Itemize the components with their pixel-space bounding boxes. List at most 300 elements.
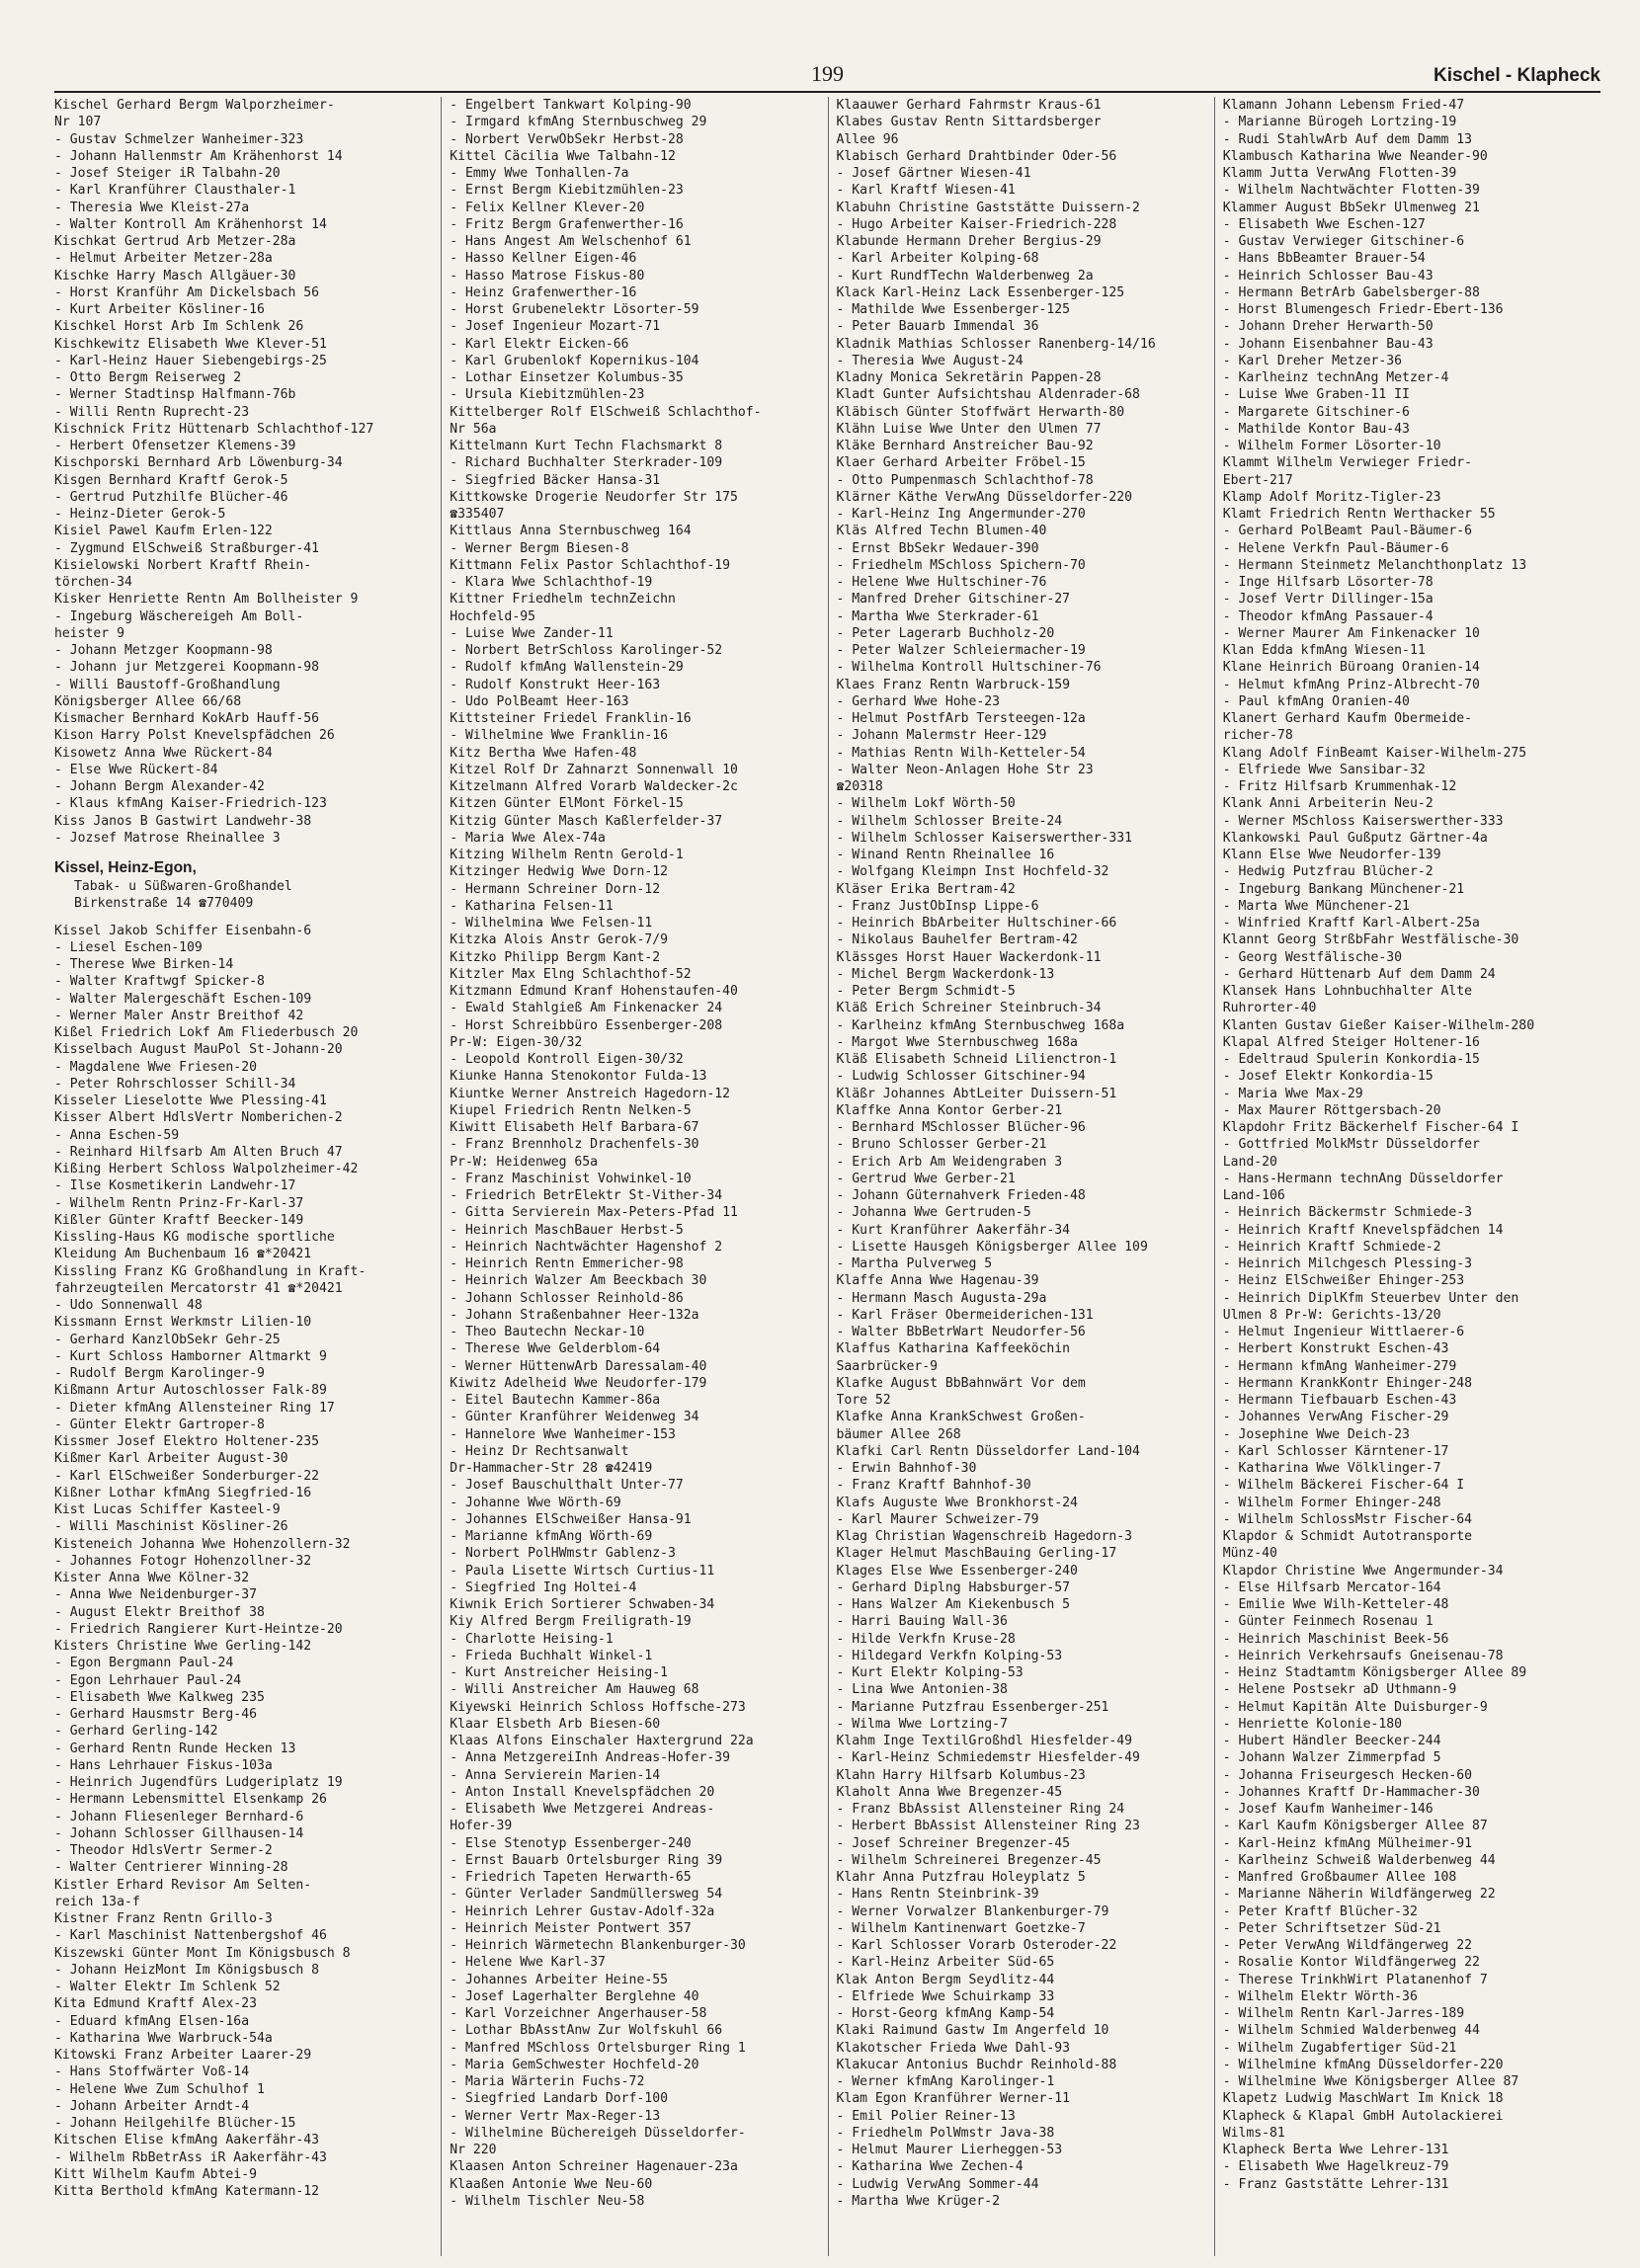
directory-entry: - Mathilde Kontor Bau-43	[1222, 421, 1410, 437]
directory-entry: - Karl Schlosser Kärntener-17	[1222, 1443, 1449, 1459]
directory-entry: - Rudolf Bergm Karolinger-9	[54, 1366, 265, 1381]
directory-entry: Nr 107	[54, 115, 102, 130]
directory-entry: - Heinrich Bäckermstr Schmiede-3	[1222, 1205, 1473, 1221]
directory-entry: - Franz Brennholz Drachenfels-30	[450, 1137, 699, 1153]
directory-entry: - Rosalie Kontor Wildfängerweg 22	[1222, 1955, 1480, 1971]
directory-entry: Kladnik Mathias Schlosser Ranenberg-14/16	[836, 336, 1156, 352]
directory-entry: Klaar Elsbeth Arb Biesen-60	[450, 1716, 661, 1732]
directory-entry: - Karl-Heinz kfmAng Mülheimer-91	[1222, 1835, 1473, 1851]
directory-entry: Kiy Alfred Bergm Freiligrath-19	[450, 1614, 692, 1630]
directory-entry: - Helmut Maurer Lierheggen-53	[836, 2143, 1063, 2157]
directory-entry: - Eduard kfmAng Elsen-16a	[54, 2013, 250, 2029]
directory-entry: - Richard Buchhalter Sterkrader-109	[450, 455, 723, 471]
directory-entry: - Gerhard KanzlObSekr Gehr-25	[54, 1332, 281, 1347]
directory-entry: - Wolfgang Kleimpn Inst Hochfeld-32	[836, 864, 1109, 880]
directory-entry: - Klaus kfmAng Kaiser-Friedrich-123	[54, 796, 327, 812]
directory-entry: - Norbert BetrSchloss Karolinger-52	[450, 643, 723, 658]
directory-entry: - Peter Bauarb Immendal 36	[836, 319, 1039, 335]
directory-entry: - Johanna Wwe Gertruden-5	[836, 1205, 1031, 1221]
directory-entry: - Helene Wwe Zum Schulhof 1	[54, 2081, 265, 2097]
directory-entry: - Karl Grubenlokf Kopernikus-104	[450, 353, 699, 368]
directory-entry: - Katharina Felsen-11	[450, 898, 614, 914]
directory-entry: - Johannes ElSchweißer Hansa-91	[450, 1511, 692, 1527]
directory-entry: - Horst Grubenelektr Lösorter-59	[450, 302, 699, 317]
directory-entry: - Gerhard PolBeamt Paul-Bäumer-6	[1222, 524, 1473, 539]
directory-entry: - Else Stenotyp Essenberger-240	[450, 1835, 692, 1851]
directory-entry: - Fritz Hilfsarb Krummenhak-12	[1222, 779, 1457, 794]
directory-entry: - Gitta Servierein Max-Peters-Pfad 11	[450, 1205, 738, 1221]
directory-entry: fahrzeugteilen Mercatorstr 41 ☎*20421	[54, 1280, 343, 1296]
directory-entry: - Ludwig Schlosser Gitschiner-94	[836, 1069, 1086, 1085]
directory-entry: - Otto Bergm Reiserweg 2	[54, 370, 242, 385]
directory-entry: - Johanna Friseurgesch Hecken-60	[1222, 1767, 1473, 1783]
directory-entry: Klaki Raimund Gastw Im Angerfeld 10	[836, 2023, 1109, 2039]
directory-entry: - Udo Sonnenwall 48	[54, 1298, 203, 1313]
directory-entry: Ebert-217	[1222, 472, 1293, 488]
directory-entry: Klamp Adolf Moritz-Tigler-23	[1222, 489, 1441, 505]
directory-entry: - Johann Straßenbahner Heer-132a	[450, 1307, 699, 1323]
directory-entry: - Katharina Wwe Zechen-4	[836, 2159, 1024, 2175]
directory-entry: - Karl-Heinz Ing Angermunder-270	[836, 507, 1086, 522]
directory-entry: Kischkewitz Elisabeth Wwe Klever-51	[54, 336, 327, 352]
advertisement-title: Kissel, Heinz-Egon,	[54, 859, 197, 876]
directory-entry: - Theresia Wwe Kleist-27a	[54, 200, 250, 215]
directory-entry: - Heinrich Milchgesch Plessing-3	[1222, 1256, 1473, 1271]
directory-entry: - Karl Kaufm Königsberger Allee 87	[1222, 1819, 1488, 1834]
directory-entry: - Wilhelm SchlossMstr Fischer-64	[1222, 1511, 1473, 1527]
directory-entry: - Karl Maschinist Nattenbergshof 46	[54, 1928, 327, 1944]
directory-entry: Klanten Gustav Gießer Kaiser-Wilhelm-280	[1222, 1017, 1535, 1033]
directory-entry: - Martha Wwe Sterkrader-61	[836, 608, 1039, 624]
directory-entry: Kittner Friedhelm technZeichn	[450, 592, 676, 608]
directory-entry: - Werner HüttenwArb Daressalam-40	[450, 1358, 707, 1374]
directory-entry: - Theodor HdlsVertr Sermer-2	[54, 1843, 273, 1858]
directory-entry: - Heinz Dr Rechtsanwalt	[450, 1443, 629, 1459]
directory-entry: - Kurt RundfTechn Walderbenweg 2a	[836, 268, 1094, 284]
directory-entry: - Winand Rentn Rheinallee 16	[836, 848, 1055, 862]
directory-entry: - Werner Maurer Am Finkenacker 10	[1222, 625, 1480, 641]
directory-entry: - Wilhelmine Wwe Königsberger Allee 87	[1222, 2074, 1519, 2089]
directory-entry: - Gustav Schmelzer Wanheimer-323	[54, 131, 304, 147]
directory-entry: Kissling Franz KG Großhandlung in Kraft-	[54, 1263, 367, 1279]
directory-entry: - Walter Elektr Im Schlenk 52	[54, 1980, 281, 1994]
page-header	[54, 61, 1600, 95]
directory-entry: - Elisabeth Wwe Metzgerei Andreas-	[450, 1802, 715, 1817]
directory-entry: - Wilhelmine kfmAng Düsseldorfer-220	[1222, 2057, 1504, 2072]
directory-entry: Kitta Berthold kfmAng Katermann-12	[54, 2184, 320, 2199]
directory-entry: - Helmut Kapitän Alte Duisburger-9	[1222, 1699, 1488, 1715]
directory-entry: Klang Adolf FinBeamt Kaiser-Wilhelm-275	[1222, 745, 1527, 761]
directory-entry: törchen-34	[54, 575, 132, 590]
directory-entry: - Peter Walzer Schleiermacher-19	[836, 643, 1086, 658]
directory-entry: - Gerhard Diplng Habsburger-57	[836, 1580, 1070, 1595]
directory-entry: - Günter Kranführer Weidenweg 34	[450, 1410, 699, 1425]
directory-entry: - Wilhelm Schmied Walderbenweg 44	[1222, 2023, 1480, 2039]
directory-entry: Kittelmann Kurt Techn Flachsmarkt 8	[450, 439, 723, 453]
directory-entry: - Peter Lagerarb Buchholz-20	[836, 625, 1055, 641]
directory-entry: - Horst Kranführ Am Dickelsbach 56	[54, 284, 320, 300]
directory-entry: Ruhrorter-40	[1222, 1001, 1317, 1016]
directory-entry: - Heinrich Kraftf Schmiede-2	[1222, 1239, 1441, 1255]
directory-entry: Kitzen Günter ElMont Förkel-15	[450, 796, 684, 812]
directory-entry: Kita Edmund Kraftf Alex-23	[54, 1996, 257, 2012]
directory-entry: Kissmann Ernst Werkmstr Lilien-10	[54, 1315, 312, 1331]
directory-entry: - Peter Rohrschlosser Schill-34	[54, 1076, 296, 1092]
directory-entry: - Josef Elektr Konkordia-15	[1222, 1069, 1434, 1085]
directory-entry: Klank Anni Arbeiterin Neu-2	[1222, 796, 1434, 812]
directory-entry: - Karlheinz kfmAng Sternbuschweg 168a	[836, 1017, 1125, 1033]
directory-entry: Klaffke Anna Kontor Gerber-21	[836, 1102, 1063, 1118]
directory-entry: Klaholt Anna Wwe Bregenzer-45	[836, 1784, 1063, 1800]
directory-entry: heister 9	[54, 625, 124, 641]
directory-entry: Kischporski Bernhard Arb Löwenburg-34	[54, 455, 343, 471]
directory-entry: - Günter Feinmech Rosenau 1	[1222, 1614, 1434, 1630]
directory-entry: - Wilhelm Schlosser Breite-24	[836, 813, 1063, 829]
directory-entry: - Marta Wwe Münchener-21	[1222, 898, 1410, 914]
directory-entry: Kittkowske Drogerie Neudorfer Str 175	[450, 489, 738, 505]
directory-entry: Kitzel Rolf Dr Zahnarzt Sonnenwall 10	[450, 762, 738, 777]
directory-entry: Kisser Albert HdlsVertr Nomberichen-2	[54, 1110, 343, 1126]
directory-entry: - Inge Hilfsarb Lösorter-78	[1222, 575, 1434, 590]
directory-entry: Klabunde Hermann Dreher Bergius-29	[836, 234, 1102, 249]
directory-entry: Kißmer Karl Arbeiter August-30	[54, 1451, 288, 1467]
directory-entry: - Wilhelm RbBetrAss iR Aakerfähr-43	[54, 2149, 327, 2165]
directory-entry: - Frieda Buchhalt Winkel-1	[450, 1648, 653, 1663]
directory-entry: - Hermann Masch Augusta-29a	[836, 1290, 1047, 1306]
directory-entry: - Helmut Ingenieur Wittlaerer-6	[1222, 1325, 1465, 1339]
directory-entry: - Gustav Verwieger Gitschiner-6	[1222, 234, 1465, 249]
directory-entry: - Winfried Kraftf Karl-Albert-25a	[1222, 916, 1480, 931]
directory-entry: - Gerhard Hausmstr Berg-46	[54, 1707, 257, 1722]
directory-entry: - Mathilde Wwe Essenberger-125	[836, 302, 1070, 317]
directory-entry: - Karlheinz technAng Metzer-4	[1222, 370, 1449, 385]
directory-entry: Land-106	[1222, 1188, 1285, 1203]
directory-entry: - Johann Bergm Alexander-42	[54, 779, 265, 794]
directory-entry: - Emmy Wwe Tonhallen-7a	[450, 166, 629, 181]
directory-entry: Kitzler Max Elng Schlachthof-52	[450, 966, 692, 982]
directory-entry: - Josef Schreiner Bregenzer-45	[836, 1835, 1070, 1851]
directory-entry: - Wilhelm Schreinerei Bregenzer-45	[836, 1852, 1102, 1868]
directory-entry: - Hermann Lebensmittel Elsenkamp 26	[54, 1792, 327, 1808]
directory-entry: - Willi Maschinist Kösliner-26	[54, 1519, 288, 1535]
directory-entry: - Werner kfmAng Karolinger-1	[836, 2074, 1055, 2089]
directory-entry: - Wilhelm Rentn Karl-Jarres-189	[1222, 2006, 1465, 2021]
directory-entry: - Helene Verkfn Paul-Bäumer-6	[1222, 540, 1449, 556]
directory-entry: Kister Anna Wwe Kölner-32	[54, 1571, 250, 1585]
directory-entry: Klaffus Katharina Kaffeeköchin	[836, 1341, 1070, 1357]
directory-entry: - Hermann Steinmetz Melanchthonplatz 13	[1222, 557, 1527, 573]
directory-entry: Pr-W: Heidenweg 65a	[450, 1154, 599, 1170]
directory-entry: - Hans Lehrhauer Fiskus-103a	[54, 1757, 273, 1773]
directory-entry: - Johann Arbeiter Arndt-4	[54, 2098, 250, 2114]
directory-entry: - Maria GemSchwester Hochfeld-20	[450, 2057, 699, 2072]
directory-entry: - Heinz ElSchweißer Ehinger-253	[1222, 1273, 1465, 1289]
directory-entry: - Josef Lagerhalter Berglehne 40	[450, 1988, 699, 2004]
directory-entry: - Werner Stadtinsp Halfmann-76b	[54, 387, 296, 403]
header-rule	[54, 91, 1600, 93]
directory-entry: - Willi Rentn Ruprecht-23	[54, 404, 250, 420]
directory-entry: - Erwin Bahnhof-30	[836, 1461, 977, 1476]
directory-entry: - Lothar Einsetzer Kolumbus-35	[450, 370, 684, 385]
directory-entry: Kiunke Hanna Stenokontor Fulda-13	[450, 1069, 707, 1085]
directory-entry: - Walter BbBetrWart Neudorfer-56	[836, 1325, 1086, 1339]
directory-entry: - Walter Centrierer Winning-28	[54, 1860, 288, 1876]
directory-entry: Kisgen Bernhard Kraftf Gerok-5	[54, 472, 288, 488]
directory-entry: - Gottfried MolkMstr Düsseldorfer	[1222, 1137, 1480, 1153]
directory-entry: Hofer-39	[450, 1819, 513, 1834]
directory-entry: - Felix Kellner Klever-20	[450, 200, 645, 215]
directory-entry: - Kurt Schloss Hamborner Altmarkt 9	[54, 1348, 327, 1364]
directory-entry: - Ewald Stahlgieß Am Finkenacker 24	[450, 1001, 723, 1016]
directory-entry: Kiszewski Günter Mont Im Königsbusch 8	[54, 1945, 351, 1961]
directory-entry: - Elisabeth Wwe Kalkweg 235	[54, 1689, 265, 1705]
directory-entry: - Margarete Gitschiner-6	[1222, 404, 1410, 420]
directory-entry: - Hilde Verkfn Kruse-28	[836, 1631, 1016, 1647]
advertisement-line: Tabak- u Süßwaren-Großhandel	[74, 879, 292, 894]
directory-entry: Klamt Friedrich Rentn Werthacker 55	[1222, 507, 1496, 522]
directory-entry: - Karl Maurer Schweizer-79	[836, 1511, 1039, 1527]
directory-entry: richer-78	[1222, 728, 1293, 744]
directory-entry: - Hans Stoffwärter Voß-14	[54, 2065, 250, 2080]
directory-entry: - Ingeburg Wäschereigeh Am Boll-	[54, 608, 304, 624]
directory-entry: - Therese TrinkhWirt Platanenhof 7	[1222, 1972, 1488, 1987]
directory-entry: Kissmer Josef Elektro Holtener-235	[54, 1434, 320, 1449]
directory-entry: Kisker Henriette Rentn Am Bollheister 9	[54, 592, 359, 608]
directory-entry: - Walter Kontroll Am Krähenhorst 14	[54, 216, 327, 232]
directory-entry: - Kurt Arbeiter Kösliner-16	[54, 302, 265, 317]
directory-entry: - Henriette Kolonie-180	[1222, 1716, 1403, 1732]
directory-entry: Klabisch Gerhard Drahtbinder Oder-56	[836, 148, 1117, 164]
directory-entry: Klapheck Berta Wwe Lehrer-131	[1222, 2143, 1449, 2157]
directory-entry: - Kurt Kranführer Aakerfähr-34	[836, 1222, 1070, 1238]
directory-entry: - Johannes VerwAng Fischer-29	[1222, 1410, 1449, 1425]
directory-entry: Klapdor Christine Wwe Angermunder-34	[1222, 1563, 1504, 1579]
directory-entry: - Ernst Bergm Kiebitzmühlen-23	[450, 183, 684, 199]
directory-entry: - Wilhelm Lokf Wörth-50	[836, 796, 1016, 812]
directory-entry: - Helene Postsekr aD Uthmann-9	[1222, 1682, 1457, 1698]
directory-entry: - Karl ElSchweißer Sonderburger-22	[54, 1468, 320, 1484]
directory-entry: - Rudolf Konstrukt Heer-163	[450, 677, 661, 692]
directory-entry: - Hermann Schreiner Dorn-12	[450, 881, 661, 897]
directory-entry: - Maria Wärterin Fuchs-72	[450, 2074, 645, 2089]
directory-entry: - Magdalene Wwe Friesen-20	[54, 1059, 257, 1075]
directory-entry: - Peter Kraftf Blücher-32	[1222, 1904, 1418, 1919]
directory-entry: - Johann Fliesenleger Bernhard-6	[54, 1809, 304, 1824]
directory-entry: - Theo Bautechn Neckar-10	[450, 1325, 645, 1339]
directory-entry: - Zygmund ElSchweiß Straßburger-41	[54, 540, 320, 556]
directory-entry: - Heinrich Walzer Am Beeckbach 30	[450, 1273, 707, 1289]
directory-entry: - Hermann Tiefbauarb Eschen-43	[1222, 1393, 1457, 1408]
directory-entry: Kitt Wilhelm Kaufm Abtei-9	[54, 2166, 257, 2182]
directory-entry: - Elisabeth Wwe Hagelkreuz-79	[1222, 2159, 1449, 2175]
directory-entry: Klag Christian Wagenschreib Hagedorn-3	[836, 1529, 1133, 1544]
directory-entry: - Luise Wwe Zander-11	[450, 625, 614, 641]
directory-entry: Klaaßen Antonie Wwe Neu-60	[450, 2176, 653, 2192]
directory-entry: - Heinrich Kraftf Knevelspfädchen 14	[1222, 1222, 1504, 1238]
directory-entry: - Hubert Händler Beecker-244	[1222, 1734, 1441, 1748]
directory-entry: - Gerhard Hüttenarb Auf dem Damm 24	[1222, 966, 1496, 982]
directory-entry: - Helene Wwe Hultschiner-76	[836, 575, 1047, 590]
directory-entry: Klane Heinrich Büroang Oranien-14	[1222, 660, 1480, 676]
directory-entry: Kittelberger Rolf ElSchweiß Schlachthof-	[450, 404, 762, 420]
directory-entry: - Mathias Rentn Wilh-Ketteler-54	[836, 745, 1086, 761]
directory-entry: - Therese Wwe Birken-14	[54, 957, 234, 972]
column-4	[1214, 97, 1600, 2256]
directory-entry: - Wilhelm Rentn Prinz-Fr-Karl-37	[54, 1195, 304, 1211]
directory-entry: Klambusch Katharina Wwe Neander-90	[1222, 148, 1488, 164]
directory-entry: - Heinrich BbArbeiter Hultschiner-66	[836, 916, 1117, 931]
directory-entry: - Wilhelma Kontroll Hultschiner-76	[836, 660, 1102, 676]
directory-entry: Klannt Georg StrßbFahr Westfälische-30	[1222, 932, 1519, 948]
directory-entry: Klapetz Ludwig MaschWart Im Knick 18	[1222, 2091, 1504, 2107]
directory-entry: - Franz BbAssist Allensteiner Ring 24	[836, 1802, 1125, 1817]
directory-entry: - Johann HeizMont Im Königsbusch 8	[54, 1962, 320, 1978]
directory-entry: Klahm Inge TextilGroßhdl Hiesfelder-49	[836, 1734, 1133, 1748]
directory-entry: Tore 52	[836, 1393, 891, 1408]
directory-entry: Klager Helmut MaschBauing Gerling-17	[836, 1546, 1117, 1562]
directory-entry: - Lina Wwe Antonien-38	[836, 1682, 1008, 1698]
directory-entry: - Anna Wwe Neidenburger-37	[54, 1587, 257, 1603]
directory-entry: Kisseler Lieselotte Wwe Plessing-41	[54, 1094, 327, 1108]
directory-entry: - Liesel Eschen-109	[54, 939, 203, 955]
directory-entry: Ulmen 8 Pr-W: Gerichts-13/20	[1222, 1307, 1441, 1323]
directory-entry: Kittel Cäcilia Wwe Talbahn-12	[450, 148, 676, 164]
directory-entry: Kiyewski Heinrich Schloss Hoffsche-273	[450, 1699, 746, 1715]
directory-entry: Klan Edda kfmAng Wiesen-11	[1222, 643, 1426, 658]
directory-entry: - Johannes Fotogr Hohenzollner-32	[54, 1553, 312, 1569]
directory-entry: - Werner MSchloss Kaiserswerther-333	[1222, 813, 1504, 829]
directory-entry: Kißing Herbert Schloss Walpolzheimer-42	[54, 1162, 359, 1176]
directory-entry: Kisselbach August MauPol St-Johann-20	[54, 1042, 343, 1058]
directory-entry: - Hildegard Verkfn Kolping-53	[836, 1648, 1063, 1663]
directory-entry: - Paula Lisette Wirtsch Curtius-11	[450, 1563, 715, 1579]
directory-entry: - Johann Schlosser Reinhold-86	[450, 1290, 684, 1306]
directory-entry: reich 13a-f	[54, 1894, 140, 1909]
directory-entry: Kißmann Artur Autoschlosser Falk-89	[54, 1383, 327, 1399]
directory-entry: - Emilie Wwe Wilh-Ketteler-48	[1222, 1597, 1449, 1612]
directory-entry: - Theodor kfmAng Passauer-4	[1222, 608, 1434, 624]
directory-entry: - Heinrich Verkehrsaufs Gneisenau-78	[1222, 1648, 1504, 1663]
directory-entry: - Engelbert Tankwart Kolping-90	[450, 98, 692, 113]
directory-entry: Klapdohr Fritz Bäckerhelf Fischer-64 I	[1222, 1120, 1519, 1135]
directory-entry: - Kurt Anstreicher Heising-1	[450, 1665, 668, 1680]
directory-entry: Kistler Erhard Revisor Am Selten-	[54, 1877, 312, 1893]
directory-entry: - Wilhelm Former Ehinger-248	[1222, 1495, 1441, 1510]
directory-entry: bäumer Allee 268	[836, 1426, 961, 1442]
directory-entry: - Siegfried Landarb Dorf-100	[450, 2091, 668, 2107]
directory-entry: Kitzka Alois Anstr Gerok-7/9	[450, 932, 668, 948]
directory-entry: - Johann jur Metzgerei Koopmann-98	[54, 660, 320, 676]
directory-entry: - Katharina Wwe Warbruck-54a	[54, 2030, 273, 2046]
directory-entry: Kitz Bertha Wwe Hafen-48	[450, 745, 637, 761]
directory-entry: Klafki Carl Rentn Düsseldorfer Land-104	[836, 1443, 1140, 1459]
directory-entry: Saarbrücker-9	[836, 1358, 938, 1374]
directory-entry: Kitzinger Hedwig Wwe Dorn-12	[450, 864, 668, 880]
directory-entry: - Ernst Bauarb Ortelsburger Ring 39	[450, 1852, 723, 1868]
directory-entry: - Karl Dreher Metzer-36	[1222, 353, 1403, 368]
directory-entry: - Horst Schreibbüro Essenberger-208	[450, 1017, 723, 1033]
directory-entry: - Josef Vertr Dillinger-15a	[1222, 592, 1434, 608]
directory-entry: - Erich Arb Am Weidengraben 3	[836, 1154, 1063, 1170]
directory-entry: - Anna Servierein Marien-14	[450, 1767, 661, 1783]
directory-entry: Kitzko Philipp Bergm Kant-2	[450, 949, 661, 965]
directory-entry: - Charlotte Heising-1	[450, 1631, 614, 1647]
directory-entry: Klafs Auguste Wwe Bronkhorst-24	[836, 1495, 1078, 1510]
directory-entry: - Heinrich Wärmetechn Blankenburger-30	[450, 1938, 746, 1953]
directory-entry: - Maria Wwe Max-29	[1222, 1086, 1363, 1101]
directory-entry: - Walter Kraftwgf Spicker-8	[54, 974, 265, 990]
directory-entry: Kisteneich Johanna Wwe Hohenzollern-32	[54, 1536, 351, 1552]
directory-entry: - Hans Rentn Steinbrink-39	[836, 1887, 1039, 1903]
directory-entry: - Heinrich DiplKfm Steuerbev Unter den	[1222, 1290, 1519, 1306]
directory-entry: - Georg Westfälische-30	[1222, 949, 1403, 965]
directory-entry: Kitschen Elise kfmAng Aakerfähr-43	[54, 2133, 320, 2148]
directory-entry: Kist Lucas Schiffer Kasteel-9	[54, 1502, 281, 1517]
directory-entry: Kitzelmann Alfred Vorarb Waldecker-2c	[450, 779, 738, 794]
directory-entry: Kittlaus Anna Sternbuschweg 164	[450, 524, 692, 539]
directory-entry: Kiupel Friedrich Rentn Nelken-5	[450, 1102, 692, 1118]
directory-entry: Kissel Jakob Schiffer Eisenbahn-6	[54, 923, 312, 938]
directory-entry: Klapal Alfred Steiger Holtener-16	[1222, 1034, 1480, 1050]
directory-entry: - Ernst BbSekr Wedauer-390	[836, 540, 1039, 556]
directory-entry: - Maria Wwe Alex-74a	[450, 830, 606, 846]
directory-entry: - Heinz Grafenwerther-16	[450, 284, 637, 300]
directory-entry: - Paul kfmAng Oranien-40	[1222, 693, 1410, 709]
directory-entry: - Michel Bergm Wackerdonk-13	[836, 966, 1055, 982]
directory-entry: - Helmut PostfArb Tersteegen-12a	[836, 711, 1086, 726]
directory-entry: - Friedrich Tapeten Herwarth-65	[450, 1870, 692, 1885]
directory-entry: - Gertrud Putzhilfe Blücher-46	[54, 489, 288, 505]
directory-entry: - Heinz-Dieter Gerok-5	[54, 507, 226, 522]
directory-entry: - Marianne Bürogeh Lortzing-19	[1222, 115, 1457, 130]
directory-entry: Klages Else Wwe Essenberger-240	[836, 1563, 1078, 1579]
directory-entry: - Karl-Heinz Hauer Siebengebirgs-25	[54, 353, 327, 368]
directory-entry: - Hugo Arbeiter Kaiser-Friedrich-228	[836, 216, 1117, 232]
directory-entry: Klähn Luise Wwe Unter den Ulmen 77	[836, 421, 1102, 437]
directory-entry: - Irmgard kfmAng Sternbuschweg 29	[450, 115, 707, 130]
directory-entry: - Josephine Wwe Deich-23	[1222, 1426, 1410, 1442]
directory-entry: - Rudi StahlwArb Auf dem Damm 13	[1222, 131, 1473, 147]
directory-entry: - Theresia Wwe August-24	[836, 353, 1024, 368]
directory-entry: - Johann Walzer Zimmerpfad 5	[1222, 1750, 1441, 1766]
directory-entry: Kläßr Johannes AbtLeiter Duissern-51	[836, 1086, 1117, 1101]
directory-entry: - Otto Pumpenmasch Schlachthof-78	[836, 472, 1094, 488]
directory-entry: Kitzig Günter Masch Kaßlerfelder-37	[450, 813, 723, 829]
directory-entry: - Wilhelm Elektr Wörth-36	[1222, 1988, 1418, 2004]
directory-entry: - Wilhelm Kantinenwart Goetzke-7	[836, 1920, 1086, 1936]
directory-entry: - Johann Güternahverk Frieden-48	[836, 1188, 1086, 1203]
directory-entry: - Helmut Arbeiter Metzer-28a	[54, 251, 273, 267]
directory-entry: Kiwnik Erich Sortierer Schwaben-34	[450, 1597, 715, 1612]
directory-entry: Königsberger Allee 66/68	[54, 693, 242, 709]
advertisement-line: Birkenstraße 14 ☎770409	[74, 896, 254, 912]
directory-entry: - Günter Elektr Gartroper-8	[54, 1417, 265, 1432]
directory-entry: Münz-40	[1222, 1546, 1277, 1562]
directory-entry: Wilms-81	[1222, 2125, 1285, 2141]
directory-entry: Klabuhn Christine Gaststätte Duissern-2	[836, 200, 1140, 215]
directory-entry: - Friedhelm PolWmstr Java-38	[836, 2125, 1055, 2141]
directory-entry: - Peter VerwAng Wildfängerweg 22	[1222, 1938, 1473, 1953]
directory-entry: - Gerhard Wwe Hohe-23	[836, 693, 1001, 709]
directory-entry: Kison Harry Polst Knevelspfädchen 26	[54, 728, 335, 744]
directory-entry: - Bruno Schlosser Gerber-21	[836, 1137, 1047, 1153]
directory-entry: - Heinrich Nachtwächter Hagenshof 2	[450, 1239, 723, 1255]
directory-entry: - Karl Kranführer Clausthaler-1	[54, 183, 296, 199]
directory-entry: Hochfeld-95	[450, 608, 535, 624]
column-2	[441, 97, 827, 2256]
directory-entry: Kläbisch Günter Stoffwärt Herwarth-80	[836, 404, 1125, 420]
directory-entry: - Hermann KrankKontr Ehinger-248	[1222, 1375, 1473, 1391]
